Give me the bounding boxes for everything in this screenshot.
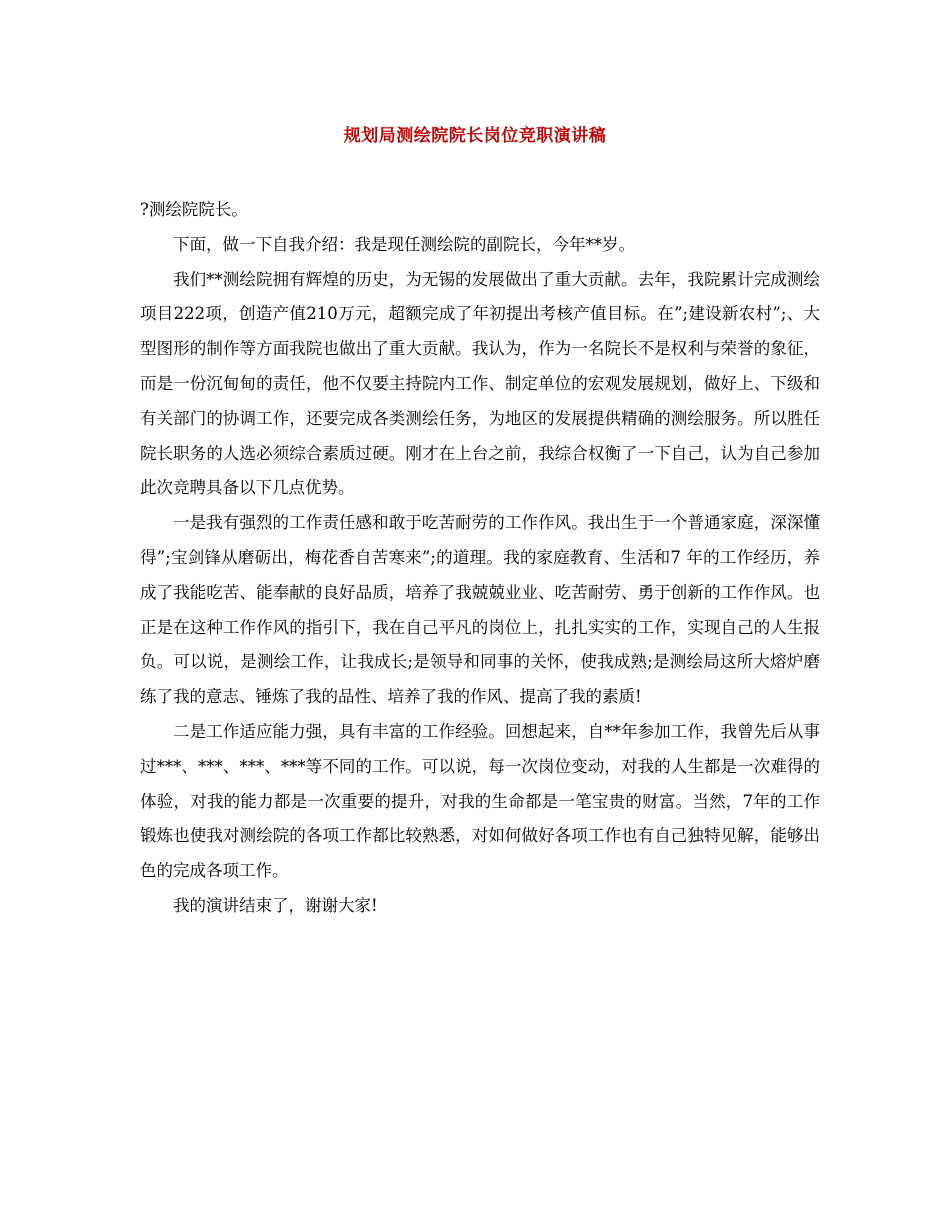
paragraph-institute-history: 我们**测绘院拥有辉煌的历史，为无锡的发展做出了重大贡献。去年，我院累计完成测绘项目222项，创造产值210万元，超额完成了年初提出考核产值目标。在”;建设新农村”;、大型图形的制作等方面我院也做出了重大贡献。我认为，作为一名院长不是权利与荣誉的象征，而是一份沉甸甸的责任，他不仅要主持院内工作、制定单位的宏观发展规划，做好上、下级和有关部门的协调工作，还要完成各类测绘任务，为地区的发展提供精确的测绘服务。所以胜任院长职务的人选必须综合素质过硬。刚才在上台之前，我综合权衡了一下自己，认为自己参加此次竞聘具备以下几点优势。 [140,269,820,498]
paragraph-closing: 我的演讲结束了，谢谢大家! [173,895,378,915]
document-body [140,193,820,924]
paragraph-introduction: 下面，做一下自我介绍：我是现任测绘院的副院长，今年**岁。 [173,234,635,254]
paragraph-advantage-one: 一是我有强烈的工作责任感和敢于吃苦耐劳的工作作风。我出生于一个普通家庭，深深懂得”;宝剑锋从磨砺出，梅花香自苦寒来”;的道理。我的家庭教育、生活和7 年的工作经历，养成了我能吃苦、能奉献的良好品质，培养了我兢兢业业、吃苦耐劳、勇于创新的工作作风。也正是在这种工作作风的指引下，我在自己平凡的岗位上，扎扎实实的工作，实现自己的人生报负。可以说，是测绘工作，让我成长;是领导和同事的关怀，使我成熟;是测绘局这所大熔炉磨练了我的意志、锤炼了我的品性、培养了我的作风、提高了我的素质! [140,513,820,707]
paragraph-advantage-two: 二是工作适应能力强，具有丰富的工作经验。回想起来，自**年参加工作，我曾先后从事过***、***、***、***等不同的工作。可以说，每一次岗位变动，对我的人生都是一次难得的体验，对我的能力都是一次重要的提升，对我的生命都是一笔宝贵的财富。当然，7年的工作锻炼也使我对测绘院的各项工作都比较熟悉，对如何做好各项工作也有自己独特见解，能够出色的完成各项工作。 [140,721,820,881]
paragraph-salutation: ?测绘院院长。 [140,200,248,219]
document-title: 规划局测绘院院长岗位竞职演讲稿 [343,126,607,146]
